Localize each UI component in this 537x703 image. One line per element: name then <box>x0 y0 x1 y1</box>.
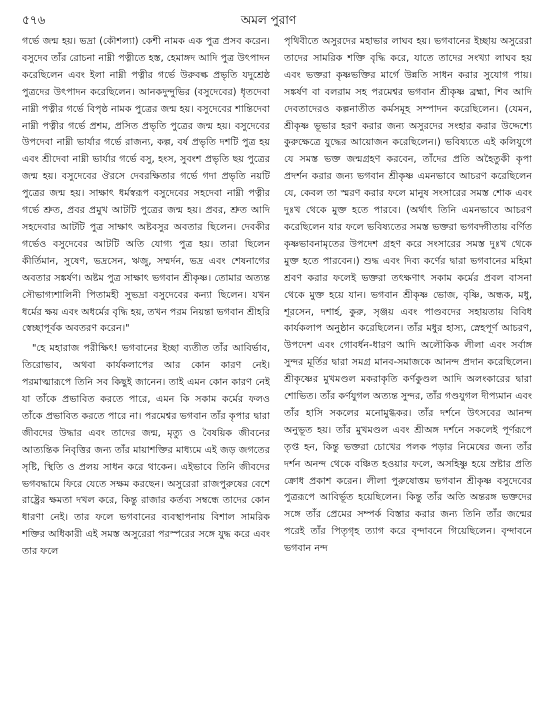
running-title: অমল পুরাণ <box>240 13 297 27</box>
left-column <box>22 34 270 694</box>
paragraph: গর্ভে জন্ম হয়। ভদ্রা (কৌশল্যা) কেশী নামক এক পুত্র প্রসব করেন। বসুদেব তাঁর রোচনা নাম্নী পত্নীতে হস্ত, হেমাঙ্গদ আদি পুত্র উৎপাদন করেছিলেন এবং ইলা নাম্নী পত্নীর গর্ভে উরুবল্ক প্রভৃতি যদুশ্রেষ্ঠ পুত্রদের উৎপাদন করেছিলেন। আনকদুন্দুভির (বসুদেবের) ধৃতদেবা নাম্নী পত্নীর গর্ভে বিপৃষ্ঠ নামক পুত্রের জন্ম হয়। বসুদেবের শান্তিদেবা নাম্নী পত্নীর গর্ভে প্রশম, প্রসিত প্রভৃতি পুত্রের জন্ম হয়। বসুদেবের উপদেবা নাম্নী ভার্যার গর্ভে রাজন্য, কল্প, বর্ষ প্রভৃতি দশটি পুত্র হয় এবং শ্রীদেবা নাম্নী ভার্যার গর্ভে বসু, হংস, সুবংশ প্রভৃতি ছয় পুত্রের জন্ম হয়। বসুদেবের ঔরসে দেবরক্ষিতার গর্ভে গদা প্রভৃতি নয়টি পুত্রের জন্ম হয়। সাক্ষাৎ ধর্মস্বরূপ বসুদেবের সহদেবা নাম্নী পত্নীর গর্ভে শ্রুত, প্রবর প্রমুখ আটটি পুত্রের জন্ম হয়। প্রবর, শ্রুত আদি সহদেবার আটটি পুত্র সাক্ষাৎ অষ্টবসুর অবতার ছিলেন। দেবকীর গর্ভেও বসুদেবের আটটি অতি যোগ্য পুত্র হয়। তারা ছিলেন কীর্তিমান, সুষেণ, ভদ্রসেন, ঋজু, সম্মর্দন, ভদ্র এবং শেষনাগের অবতার সঙ্কর্ষণ। অষ্টম পুত্র সাক্ষাৎ ভগবান শ্রীকৃষ্ণ। তোমার অত্যন্ত সৌভাগ্যশালিনী পিতামহী সুভদ্রা বসুদেবের কন্যা ছিলেন। যখন ধর্মের ক্ষয় এবং অধর্মের বৃদ্ধি হয়, তখন পরম নিয়ন্তা ভগবান শ্রীহরি স্বেচ্ছাপূর্বক অবতরণ করেন।" <box>22 36 270 335</box>
paragraph: পৃথিবীতে অসুরদের মহাভার লাঘব হয়। ভগবানের ইচ্ছায় অসুরেরা তাদের সামরিক শক্তি বৃদ্ধি করে, যাতে তাদের সংখ্যা লাঘব হয় এবং ভক্তরা কৃষ্ণভক্তির মার্গে উন্নতি সাধন করার সুযোগ পায়। সঙ্কর্ষণ বা বলরাম সহ পরমেশ্বর ভগবান শ্রীকৃষ্ণ ব্রহ্মা, শিব আদি দেবতাদেরও কল্পনাতীত কর্মসমূহ সম্পাদন করেছিলেন। (যেমন, শ্রীকৃষ্ণ ভূভার হরণ করার জন্য অসুরদের সংহার করার উদ্দেশ্যে কুরুক্ষেত্রে যুদ্ধের আয়োজন করেছিলেন।) ভবিষ্যতে এই কলিযুগে যে সমস্ত ভক্ত জন্মগ্রহণ করবেন, তাঁদের প্রতি অহৈতুকী কৃপা প্রদর্শন করার জন্য ভগবান শ্রীকৃষ্ণ এমনভাবে আচরণ করেছিলেন যে, কেবল তা স্মরণ করার ফলে মানুষ সংসারের সমস্ত শোক এবং দুঃখ থেকে মুক্ত হতে পারবে। (অর্থাৎ তিনি এমনভাবে আচরণ করেছিলেন যার ফলে ভবিষ্যতের সমস্ত ভক্তরা ভগবদ্গীতায় বর্ণিত কৃষ্ণভাবনামৃতের উপদেশ গ্রহণ করে সংসারের সমস্ত দুঃখ থেকে মুক্ত হতে পারবেন।) শুদ্ধ এবং দিব্য কর্ণের দ্বারা ভগবানের মহিমা শ্রবণ করার ফলেই ভক্তরা তৎক্ষণাৎ সকাম কর্মের প্রবল বাসনা থেকে মুক্ত হয়ে যান। ভগবান শ্রীকৃষ্ণ ভোজ, বৃষ্ণি, অন্ধক, মধু, শূরসেন, দশার্হ, কুরু, সৃঞ্জয় এবং পাণ্ডবদের সহায়তায় বিবিধ কার্যকলাপ অনুষ্ঠান করেছিলেন। তাঁর মধুর হাস্য, স্নেহপূর্ণ আচরণ, উপদেশ এবং গোবর্ধন-ধারণ আদি অলৌকিক লীলা এবং সর্বাঙ্গ সুন্দর মূর্তির দ্বারা সমগ্র মানব-সমাজকে আনন্দ প্রদান করেছিলেন। শ্রীকৃষ্ণের মুখমণ্ডল মকরাকৃতি কর্ণকুণ্ডল আদি অলংকারের দ্বারা শোভিত। তাঁর কর্ণযুগল অত্যন্ত সুন্দর, তাঁর গণ্ডযুগল দীপ্যমান এবং তাঁর হাসি সকলের মনোমুগ্ধকর। তাঁর দর্শনে উৎসবের আনন্দ অনুভূত হয়। তাঁর মুখমণ্ডল এবং শ্রীঅঙ্গ দর্শনে সকলেই পূর্ণরূপে তৃপ্ত হন, কিন্তু ভক্তরা চোখের পলক পড়ার নিমেষের জন্য তাঁর দর্শন অনন্দ থেকে বঞ্চিত হওয়ার ফলে, অসহিষ্ণু হয়ে স্রষ্টার প্রতি ক্রোধ প্রকাশ করেন। লীলা পুরুষোত্তম ভগবান শ্রীকৃষ্ণ বসুদেবের পুত্ররূপে আবির্ভূত হয়েছিলেন। কিন্তু তাঁর অতি অন্তরঙ্গ ভক্তদের সঙ্গে তাঁর প্রেমের সম্পর্ক বিস্তার করার জন্য তিনি তাঁর জন্মের পরেই তাঁর পিতৃগৃহ ত্যাগ করে বৃন্দাবনে গিয়েছিলেন। বৃন্দাবনে ভগবান নন্দ <box>284 36 532 555</box>
page-number: ৫৭৬ <box>22 13 46 27</box>
paragraph: "হে মহারাজ পরীক্ষিৎ! ভগবানের ইচ্ছা ব্যতীত তাঁর আবির্ভাব, তিরোভাব, অথবা কার্যকলাপের আর কোন কারণ নেই। পরমাত্মারূপে তিনি সব কিছুই জানেন। তাই এমন কোন কারণ নেই যা তাঁকে প্রভাবিত করতে পারে, এমন কি সকাম কর্মের ফলও তাঁকে প্রভাবিত করতে পারে না। পরমেশ্বর ভগবান তাঁর কৃপার দ্বারা জীবদের উদ্ধার এবং তাদের জন্ম, মৃত্যু ও বৈষয়িক জীবনের আত্যন্তিক নিবৃত্তির জন্য তাঁর মায়াশক্তির মাধ্যমে এই জড় জগতের সৃষ্টি, স্থিতি ও প্রলয় সাধন করে থাকেন। এইভাবে তিনি জীবদের ভগবদ্ধামে ফিরে যেতে সক্ষম করছেন। অসুরেরা রাজপুরুষের বেশে রাষ্ট্রের ক্ষমতা দখল করে, কিন্তু রাজার কর্তব্য সম্বন্ধে তাদের কোন ধারণা নেই। তার ফলে ভগবানের ব্যবস্থাপনায় বিশাল সামরিক শক্তির অধিকারী এই সমস্ত অসুরেরা পরস্পরের সঙ্গে যুদ্ধ করে এবং তার ফলে <box>22 343 270 558</box>
page-header <box>0 12 537 28</box>
right-column <box>284 34 532 694</box>
